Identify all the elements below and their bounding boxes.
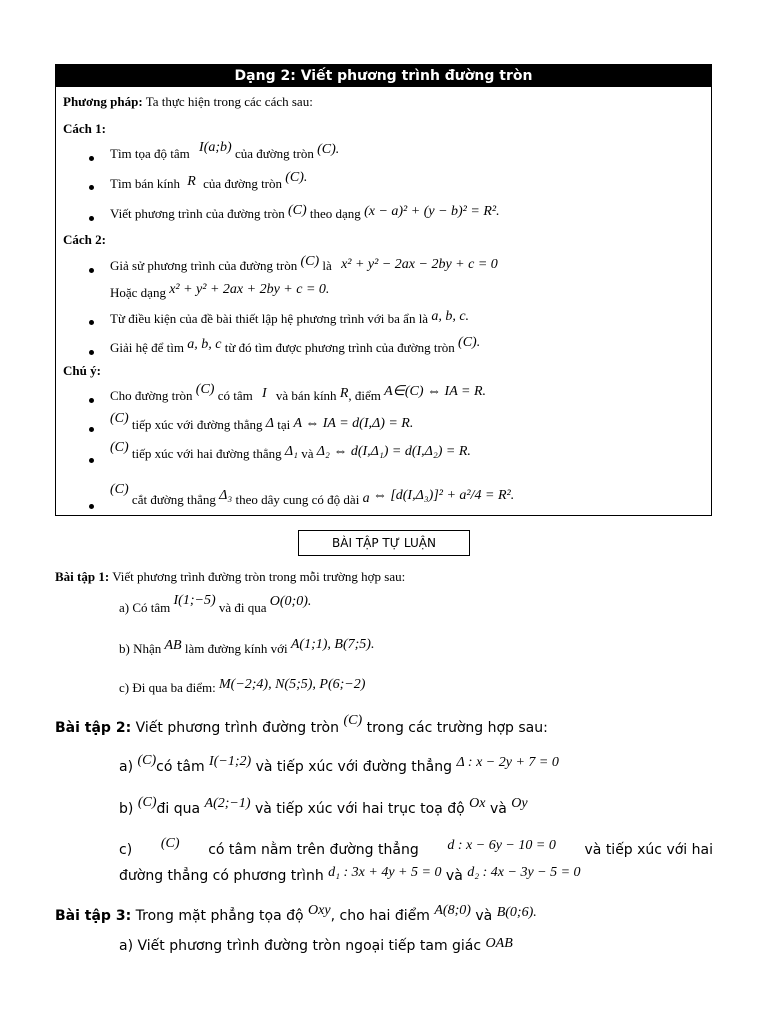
item-text: và [445, 868, 463, 884]
ex1-line [55, 569, 405, 585]
item-text: b) Nhận [119, 641, 162, 656]
ex3-text: , cho hai điểm [330, 908, 430, 924]
ex2-a [119, 753, 559, 776]
math-expr: (C). [285, 170, 308, 185]
math-expr: (C). [458, 335, 481, 350]
ex1-c [119, 677, 366, 697]
math-expr: A(1;1), B(7;5). [290, 637, 375, 652]
math-expr: d₂ : 4x − 3y − 5 = 0 [467, 865, 581, 880]
item-text: Tìm tọa độ tâm [110, 146, 190, 161]
item-text: Hoặc dạng [110, 285, 166, 300]
item-text: và bán kính [275, 388, 337, 403]
item-text: và [301, 446, 314, 461]
math-expr: (C) [300, 254, 320, 269]
item-text: và đi qua [218, 600, 267, 615]
method-line [63, 94, 313, 110]
ex1-label: Bài tập 1: [55, 569, 110, 584]
item-text: làm đường kính với [184, 641, 288, 656]
math-expr: Δ : x − 2y + 7 = 0 [456, 755, 559, 770]
item-text: a) [119, 759, 134, 775]
math-expr: R [187, 174, 196, 189]
bullet-icon [89, 156, 94, 161]
ex3-text: Trong mặt phẳng tọa độ [135, 908, 304, 924]
way2-item-1 [110, 254, 498, 275]
math-expr: M(−2;4), N(5;5), P(6;−2) [219, 677, 366, 692]
item-text: có tâm nằm trên đường thẳng [208, 842, 419, 858]
math-expr: Δ₁ [284, 444, 298, 459]
math-expr: B(0;6). [496, 905, 537, 920]
bullet-icon [89, 320, 94, 325]
bullet-icon [89, 216, 94, 221]
note-label: Chú ý: [63, 363, 101, 378]
way2-item-4 [110, 335, 481, 357]
item-text: a) Có tâm [119, 600, 171, 615]
item-text: và tiếp xúc với hai [584, 842, 713, 858]
math-expr: OAB [485, 936, 513, 951]
bullet-icon [89, 185, 94, 190]
math-expr: (C) [137, 795, 157, 810]
ex1-text: Viết phương trình đường tròn trong mỗi trường hợp sau: [112, 569, 406, 584]
item-text: Viết phương trình của đường tròn [110, 206, 285, 221]
math-expr: a, b, c. [431, 309, 470, 324]
item-text: theo dây cung có độ dài [235, 492, 360, 507]
item-text: đường thẳng có phương trình [119, 868, 324, 884]
item-text: đi qua [156, 801, 201, 817]
math-expr: I(a;b) [199, 140, 232, 155]
math-expr: ⇔ [d(I,Δ₃)]² + a²/4 = R². [372, 488, 515, 503]
ex2-label: Bài tập 2: [55, 720, 132, 736]
math-expr: Oxy [308, 903, 331, 918]
item-text: của đường tròn [203, 176, 283, 191]
math-expr: (C) [137, 753, 157, 768]
item-text: , điểm [348, 388, 381, 403]
item-text: cắt đường thẳng [131, 492, 216, 507]
ex3-line [55, 903, 537, 925]
math-expr: (x − a)² + (y − b)² = R². [364, 204, 500, 219]
item-text: theo dạng [309, 206, 361, 221]
math-expr: A(8;0) [434, 903, 471, 918]
note-item-3 [110, 442, 471, 459]
ex3-a [119, 938, 513, 955]
bullet-icon [89, 458, 94, 463]
item-text: của đường tròn [234, 146, 314, 161]
ex1-a [119, 593, 312, 617]
item-text: và [489, 801, 507, 817]
item-text: c) Đi qua ba điểm: [119, 680, 216, 695]
item-text: có tâm [156, 759, 205, 775]
math-expr: I(1;−5) [173, 593, 216, 608]
item-text: b) [119, 801, 134, 817]
math-expr: (C) [287, 203, 307, 218]
math-expr: O(0;0). [269, 594, 312, 609]
ex1-b [119, 637, 375, 658]
item-text: và tiếp xúc với đường thẳng [255, 759, 452, 775]
item-text: Cho đường tròn [110, 388, 193, 403]
item-text: là [322, 258, 332, 273]
math-expr: Δ [265, 416, 274, 431]
ex2-b [119, 795, 528, 818]
ex2-text: trong các trường hợp sau: [366, 720, 548, 736]
math-expr: (C) [160, 836, 180, 851]
ex2-c [119, 836, 713, 858]
note-item-1 [110, 382, 486, 405]
math-expr: A∈(C) ⇔ IA = R. [384, 384, 486, 399]
math-expr: (C) [343, 713, 363, 728]
way1-item-2 [110, 170, 308, 193]
ex2-text: Viết phương trình đường tròn [135, 720, 339, 736]
math-expr: a, b, c [187, 337, 222, 352]
math-expr: A(2;−1) [204, 796, 251, 811]
math-expr: I(−1;2) [209, 754, 252, 769]
item-text: Giả sử phương trình của đường tròn [110, 258, 298, 273]
item-text: a) Viết phương trình đường tròn ngoại tiếp tam giác [119, 938, 482, 954]
ex3-label: Bài tập 3: [55, 908, 132, 924]
math-expr: Δ₃ [219, 488, 233, 503]
ex2-line [55, 713, 548, 737]
way2-item-2 [110, 282, 330, 302]
math-expr: d₁ : 3x + 4y + 5 = 0 [328, 865, 442, 880]
note-item-4 [110, 482, 515, 507]
way2-label: Cách 2: [63, 232, 106, 247]
method-text: Ta thực hiện trong các cách sau: [145, 94, 313, 109]
math-expr: x² + y² + 2ax + 2by + c = 0. [169, 282, 330, 297]
bullet-icon [89, 398, 94, 403]
item-text: từ đó tìm được phương trình của đường tròn [224, 340, 455, 355]
item-text: Giải hệ để tìm [110, 340, 185, 355]
note-item-2 [110, 413, 413, 430]
bullet-icon [89, 268, 94, 273]
box-title: Dạng 2: Viết phương trình đường tròn [56, 65, 711, 87]
item-text: tại [277, 417, 291, 432]
item-text: c) [119, 842, 133, 858]
way1-item-3 [110, 203, 500, 223]
item-text: và tiếp xúc với hai trục toạ độ [254, 801, 465, 817]
math-expr: d : x − 6y − 10 = 0 [447, 838, 556, 853]
bullet-icon [89, 350, 94, 355]
math-expr: x² + y² − 2ax − 2by + c = 0 [341, 257, 498, 272]
math-expr: (C). [317, 142, 340, 157]
math-expr: Ox [469, 796, 486, 811]
bullet-icon [89, 504, 94, 509]
exercise-title: BÀI TẬP TỰ LUẬN [298, 530, 470, 556]
ex2-c-line2 [119, 865, 581, 885]
math-expr: (C) [110, 482, 129, 497]
method-label: Phương pháp: [63, 94, 143, 109]
math-expr: (C) [110, 411, 129, 426]
way2-item-3 [110, 311, 469, 328]
math-expr: AB [164, 638, 182, 653]
math-expr: (C) [195, 382, 215, 397]
math-expr: A ⇔ IA = d(I,Δ) = R. [293, 416, 414, 431]
math-expr: Δ₂ ⇔ d(I,Δ₁) = d(I,Δ₂) = R. [316, 444, 471, 459]
item-text: Tìm bán kính [110, 176, 181, 191]
way1-label: Cách 1: [63, 121, 106, 136]
item-text: Từ điều kiện của đề bài thiết lập hệ phương trình với ba ẩn là [110, 311, 429, 326]
math-expr: Oy [511, 796, 528, 811]
math-expr: I [261, 386, 267, 401]
math-expr: a [362, 491, 370, 506]
ex3-text: và [475, 908, 493, 924]
math-expr: R [339, 386, 349, 401]
math-expr: (C) [110, 440, 129, 455]
item-text: tiếp xúc với đường thẳng [131, 417, 263, 432]
item-text: có tâm [217, 388, 253, 403]
item-text: tiếp xúc với hai đường thẳng [131, 446, 282, 461]
bullet-icon [89, 427, 94, 432]
way1-item-1 [110, 140, 340, 163]
